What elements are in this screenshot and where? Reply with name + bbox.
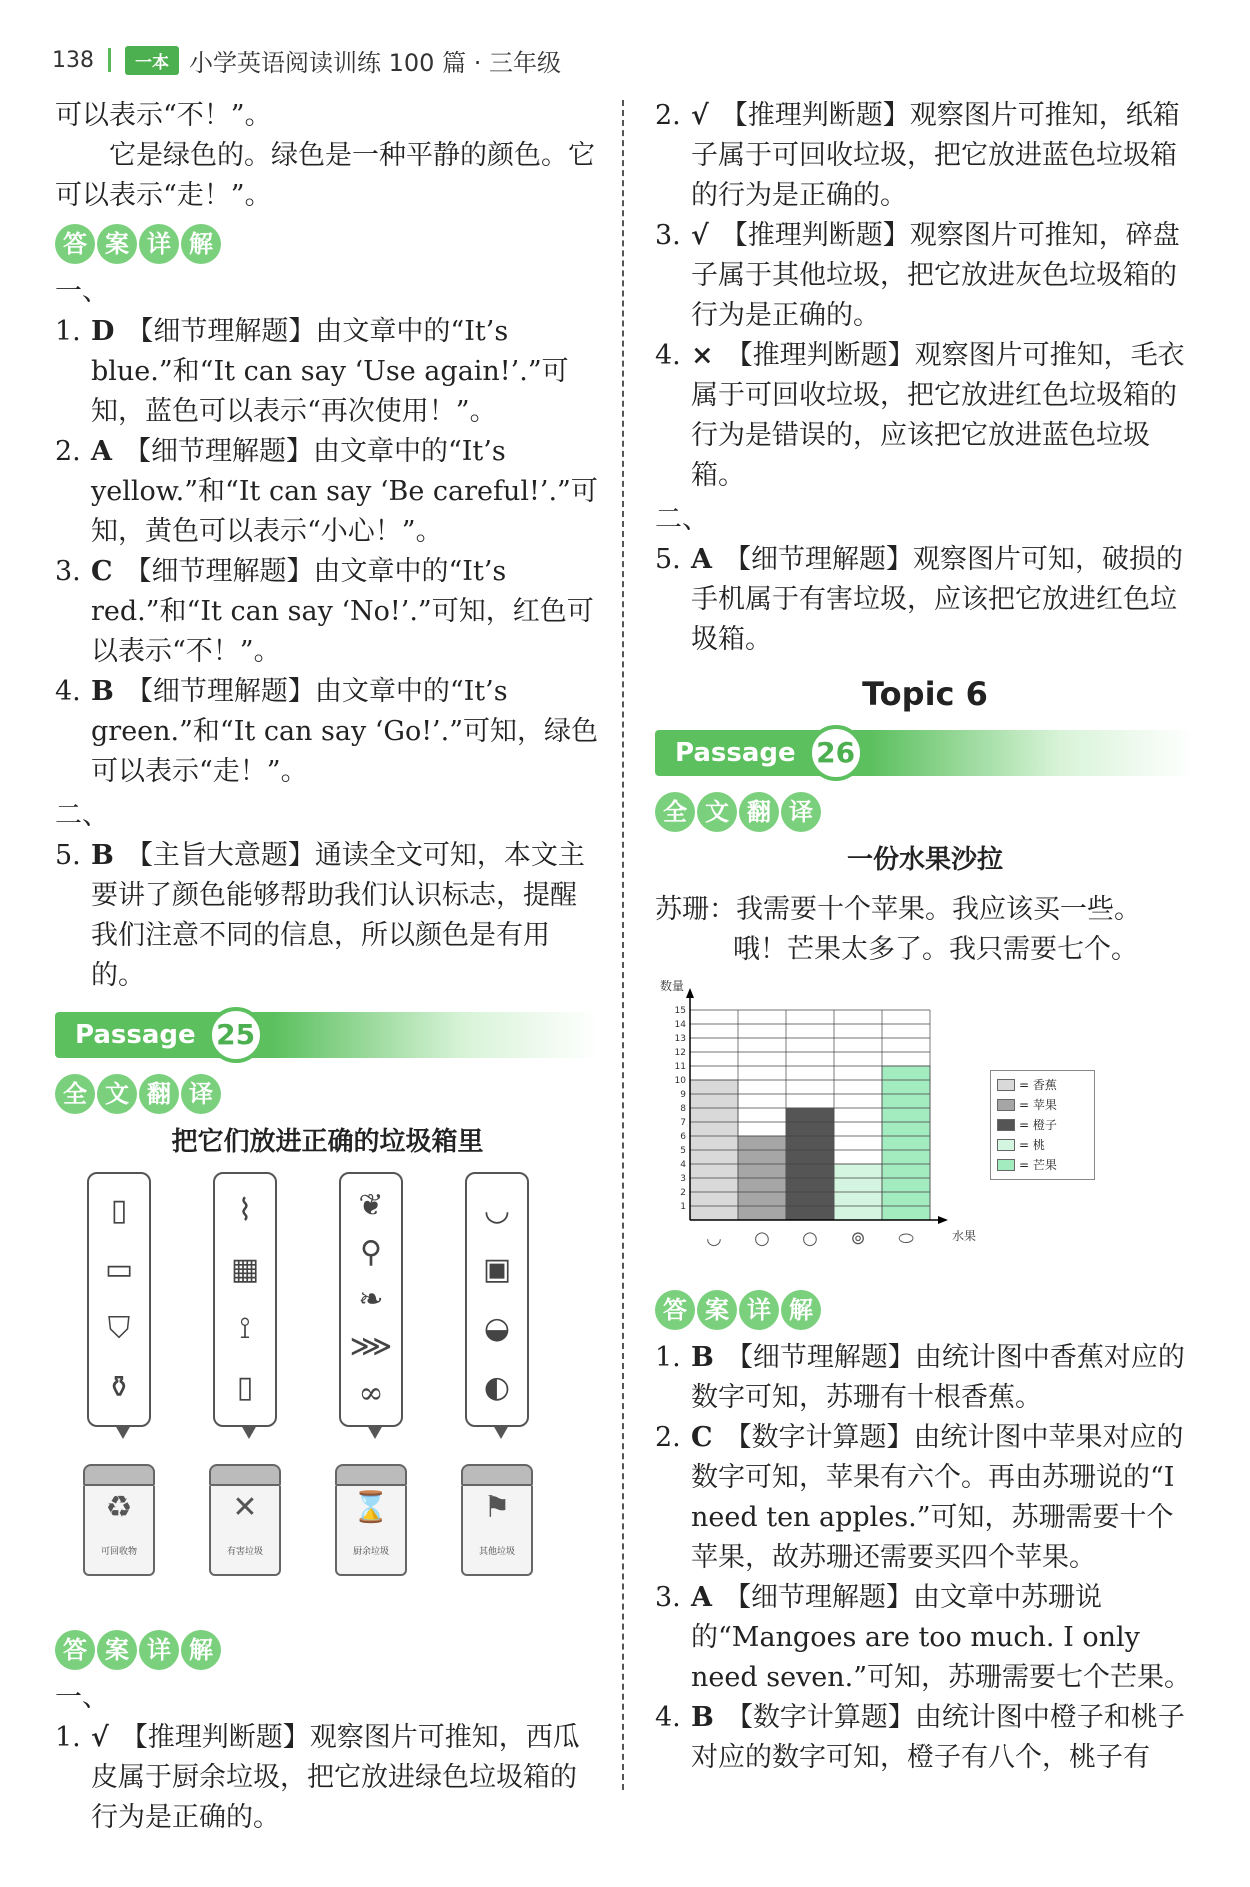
- y-axis-label: 数量: [660, 980, 685, 993]
- right-column: [655, 96, 1195, 1778]
- answer-letter: B: [91, 840, 114, 871]
- dialog-line: 苏珊：我需要十个苹果。我应该买一些。: [655, 894, 1141, 925]
- passage-26-banner: [655, 724, 1195, 782]
- answer-explanation: 【细节理解题】由文章中的“It’s green.”和“It can say ‘Go!’.”可知，绿色可以表示“走！”。: [91, 676, 599, 787]
- y-tick-label: 7: [680, 1118, 686, 1128]
- passage-25-title: 把它们放进正确的垃圾箱里: [171, 1127, 484, 1157]
- x-axis-arrow: [938, 1216, 948, 1224]
- fruit-icon-桃: ⊚: [850, 1228, 866, 1249]
- passage-label: Passage: [675, 738, 796, 768]
- thermometer-icon: ⌇: [237, 1193, 253, 1229]
- answer-item: [55, 552, 600, 672]
- tag-char: 全: [55, 1074, 95, 1114]
- bin-hazardous: [209, 1464, 281, 1576]
- bin-kitchen: [335, 1464, 407, 1576]
- tag-char: 案: [697, 1290, 737, 1330]
- answer-item: [655, 96, 1195, 216]
- dialog-line: 哦！芒果太多了。我只需要七个。: [733, 934, 1138, 965]
- answer-mark: √: [691, 220, 709, 251]
- fruit-icon-苹果: ○: [754, 1228, 770, 1249]
- legend-label: = 橙子: [1019, 1118, 1057, 1132]
- item-number: 2.: [655, 1422, 681, 1453]
- answers-tag: [655, 1290, 1195, 1330]
- y-tick-label: 8: [680, 1104, 686, 1114]
- answer-explanation: 【推理判断题】观察图片可推知，碎盘子属于其他垃圾，把它放进灰色垃圾箱的行为是正确的。: [691, 220, 1180, 331]
- legend-label: = 香蕉: [1019, 1078, 1057, 1092]
- answer-letter: A: [691, 544, 712, 575]
- shirt-icon: ⛉: [107, 1310, 131, 1346]
- answer-item: [655, 1698, 1195, 1778]
- y-tick-label: 14: [674, 1020, 686, 1030]
- answer-explanation: 【细节理解题】由文章中的“It’s blue.”和“It can say ‘Use again!’.”可知，蓝色可以表示“再次使用！”。: [91, 316, 569, 427]
- answer-item: [55, 432, 600, 552]
- bin-recyclable: [83, 1464, 155, 1576]
- passage-number: 25: [208, 1007, 264, 1063]
- book-title: 小学英语阅读训练 100 篇 · 三年级: [189, 48, 561, 77]
- page-header: [52, 42, 561, 78]
- legend-label: = 桃: [1019, 1138, 1045, 1152]
- answer-item: [55, 836, 600, 996]
- bin-label: 其他垃圾: [478, 1547, 515, 1557]
- y-tick-label: 12: [674, 1048, 686, 1058]
- waste-bins-figure: [55, 1172, 600, 1622]
- answer-explanation: 【细节理解题】由统计图中香蕉对应的数字可知，苏珊有十根香蕉。: [691, 1342, 1185, 1413]
- item-number: 4.: [655, 1702, 681, 1733]
- tag-char: 案: [97, 1630, 137, 1670]
- tag-char: 译: [181, 1074, 221, 1114]
- bin-label: 可回收物: [100, 1547, 137, 1557]
- shell-icon: ◐: [483, 1369, 511, 1405]
- bone-icon: ∞: [358, 1375, 384, 1411]
- answer-item: [55, 312, 600, 432]
- chart-canvas: [650, 980, 980, 1280]
- book-icon: ▭: [104, 1252, 134, 1288]
- item-number: 4.: [55, 676, 81, 707]
- tag-char: 全: [655, 792, 695, 832]
- answer-letter: C: [691, 1422, 713, 1453]
- tag-char: 解: [781, 1290, 821, 1330]
- intro-line-2: 它是绿色的。绿色是一种平静的颜色。它可以表示“走！”。: [55, 140, 595, 211]
- legend-swatch: [997, 1139, 1015, 1151]
- answer-mark: √: [91, 1722, 109, 1753]
- answer-item: [655, 336, 1195, 496]
- legend-swatch: [997, 1079, 1015, 1091]
- kitchen-waste-icon: ⌛: [352, 1490, 390, 1525]
- answer-explanation: 【数字计算题】由统计图中橙子和桃子对应的数字可知，橙子有八个，桃子有: [691, 1702, 1185, 1773]
- y-tick-label: 4: [680, 1160, 686, 1170]
- brand-logo: 一本: [125, 46, 179, 75]
- bar-芒果: [882, 1066, 930, 1220]
- y-tick-label: 2: [680, 1188, 686, 1198]
- y-tick-label: 15: [674, 1006, 686, 1016]
- legend-swatch: [997, 1099, 1015, 1111]
- answer-explanation: 【细节理解题】由文章中的“It’s yellow.”和“It can say ‘Be careful!’.”可知，黄色可以表示“小心！”。: [91, 436, 598, 547]
- item-number: 5.: [55, 840, 81, 871]
- fruit-icon-橙子: ○: [802, 1228, 818, 1249]
- fruit-icon-香蕉: ◡: [706, 1228, 722, 1249]
- passage-26-title: 一份水果沙拉: [846, 845, 1003, 875]
- tag-char: 答: [55, 1630, 95, 1670]
- recycle-icon: ♻: [105, 1490, 133, 1525]
- answer-explanation: 【主旨大意题】通读全文可知，本文主要讲了颜色能够帮助我们认识标志，提醒我们注意不同的信息，所以颜色是有用的。: [91, 840, 585, 991]
- legend-swatch: [997, 1159, 1015, 1171]
- answer-item: [655, 1418, 1195, 1578]
- section-two: 二、: [55, 800, 109, 831]
- tag-char: 翻: [739, 792, 779, 832]
- item-number: 5.: [655, 544, 681, 575]
- section-one: 一、: [55, 276, 109, 307]
- y-tick-label: 6: [680, 1132, 686, 1142]
- tag-char: 解: [181, 1630, 221, 1670]
- tag-char: 译: [781, 792, 821, 832]
- tag-char: 文: [97, 1074, 137, 1114]
- item-number: 3.: [655, 220, 681, 251]
- legend-label: = 苹果: [1019, 1098, 1057, 1112]
- bin-other: [461, 1464, 533, 1576]
- x-axis-label: 水果: [952, 1229, 977, 1243]
- answer-explanation: 【推理判断题】观察图片可推知，纸箱子属于可回收垃圾，把它放进蓝色垃圾箱的行为是正确的。: [691, 100, 1180, 211]
- answer-explanation: 【细节理解题】由文章中苏珊说的“Mangoes are too much. I only need seven.”可知，苏珊需要七个芒果。: [691, 1582, 1192, 1693]
- answer-letter: D: [91, 316, 115, 347]
- fruit-bar-chart: [650, 980, 1170, 1280]
- item-number: 1.: [55, 1722, 81, 1753]
- answer-item: [655, 1338, 1195, 1418]
- bin-label: 有害垃圾: [226, 1547, 263, 1557]
- passage-25-banner: [55, 1006, 600, 1064]
- answer-letter: B: [91, 676, 114, 707]
- y-tick-label: 9: [680, 1090, 686, 1100]
- header-divider: [108, 48, 111, 72]
- item-number: 3.: [55, 556, 81, 587]
- peel-icon: ❦: [358, 1187, 384, 1223]
- y-axis-arrow: [686, 988, 694, 998]
- leaf-icon: ❧: [358, 1281, 384, 1317]
- item-bubble-kitchen: [339, 1172, 403, 1427]
- answer-mark: √: [691, 100, 709, 131]
- tag-char: 详: [139, 224, 179, 264]
- y-tick-label: 13: [674, 1034, 686, 1044]
- answer-item: [655, 216, 1195, 336]
- answer-explanation: 【细节理解题】由文章中的“It’s red.”和“It can say ‘No!’.”可知，红色可以表示“不！”。: [91, 556, 594, 667]
- item-number: 1.: [655, 1342, 681, 1373]
- intro-line-1: 可以表示“不！”。: [55, 100, 272, 131]
- legend-entry: [997, 1155, 1088, 1175]
- milk-carton-icon: ▯: [110, 1193, 128, 1229]
- answer-letter: C: [91, 556, 113, 587]
- topic-title: Topic 6: [862, 675, 988, 713]
- legend-label: = 芒果: [1019, 1158, 1057, 1172]
- y-tick-label: 5: [680, 1146, 686, 1156]
- item-bubble-recyclable: [87, 1172, 151, 1427]
- item-bubble-hazardous: [213, 1172, 277, 1427]
- bowl-icon: ◒: [483, 1310, 511, 1346]
- answer-item: [55, 1718, 600, 1838]
- answer-explanation: 【推理判断题】观察图片可推知，毛衣属于可回收垃圾，把它放进红色垃圾箱的行为是错误的，应该把它放进蓝色垃圾箱。: [691, 340, 1185, 491]
- answers-tag-2: [55, 1630, 600, 1670]
- tag-char: 解: [181, 224, 221, 264]
- answer-explanation: 【细节理解题】观察图片可知，破损的手机属于有害垃圾，应该把它放进红色垃圾箱。: [691, 544, 1183, 655]
- tag-char: 文: [697, 792, 737, 832]
- bin-label: 厨余垃圾: [352, 1547, 389, 1557]
- left-column: [55, 96, 600, 1838]
- fruit-icon-芒果: ⬭: [898, 1228, 914, 1249]
- translation-tag: [655, 792, 1195, 832]
- section-two: 二、: [655, 504, 709, 535]
- y-tick-label: 10: [674, 1076, 686, 1086]
- translation-tag: [55, 1074, 600, 1114]
- item-number: 2.: [55, 436, 81, 467]
- y-tick-label: 3: [680, 1174, 686, 1184]
- tag-char: 答: [55, 224, 95, 264]
- answer-item: [655, 540, 1195, 660]
- hazard-icon: ✕: [232, 1490, 258, 1525]
- answer-explanation: 【数字计算题】由统计图中苹果对应的数字可知，苹果有六个。再由苏珊说的“I need ten apples.”可知，苏珊需要十个苹果，故苏珊还需要买四个苹果。: [691, 1422, 1184, 1573]
- drumstick-icon: ⚲: [360, 1234, 382, 1270]
- syringe-icon: ⟟: [239, 1310, 251, 1346]
- pills-icon: ▦: [230, 1252, 260, 1288]
- page-number: 138: [52, 47, 94, 73]
- phone-icon: ▯: [236, 1369, 254, 1405]
- answer-letter: B: [691, 1702, 714, 1733]
- tag-char: 翻: [139, 1074, 179, 1114]
- answer-item: [55, 672, 600, 792]
- section-one-b: 一、: [55, 1682, 109, 1713]
- y-tick-label: 1: [680, 1202, 686, 1212]
- fishbone-icon: ⋙: [349, 1328, 393, 1364]
- passage-label: Passage: [75, 1020, 196, 1050]
- answer-letter: A: [91, 436, 112, 467]
- tag-char: 案: [97, 224, 137, 264]
- item-number: 3.: [655, 1582, 681, 1613]
- answer-mark: ×: [691, 340, 714, 371]
- tag-char: 答: [655, 1290, 695, 1330]
- item-number: 2.: [655, 100, 681, 131]
- tag-char: 详: [739, 1290, 779, 1330]
- item-bubble-other: [465, 1172, 529, 1427]
- chart-legend: [990, 1070, 1095, 1180]
- answer-explanation: 【推理判断题】观察图片可推知，西瓜皮属于厨余垃圾，把它放进绿色垃圾箱的行为是正确的。: [91, 1722, 580, 1833]
- passage-number: 26: [808, 725, 864, 781]
- y-tick-label: 11: [674, 1062, 686, 1072]
- column-divider: [622, 100, 624, 1790]
- answer-letter: B: [691, 1342, 714, 1373]
- box-icon: ▣: [482, 1252, 512, 1288]
- answer-letter: A: [691, 1582, 712, 1613]
- item-number: 4.: [655, 340, 681, 371]
- answers-tag: [55, 224, 600, 264]
- bottle-icon: ⚱: [106, 1369, 132, 1405]
- bib-icon: ◡: [483, 1193, 511, 1229]
- other-waste-icon: ⚑: [483, 1490, 511, 1525]
- item-number: 1.: [55, 316, 81, 347]
- tag-char: 详: [139, 1630, 179, 1670]
- legend-swatch: [997, 1119, 1015, 1131]
- answer-item: [655, 1578, 1195, 1698]
